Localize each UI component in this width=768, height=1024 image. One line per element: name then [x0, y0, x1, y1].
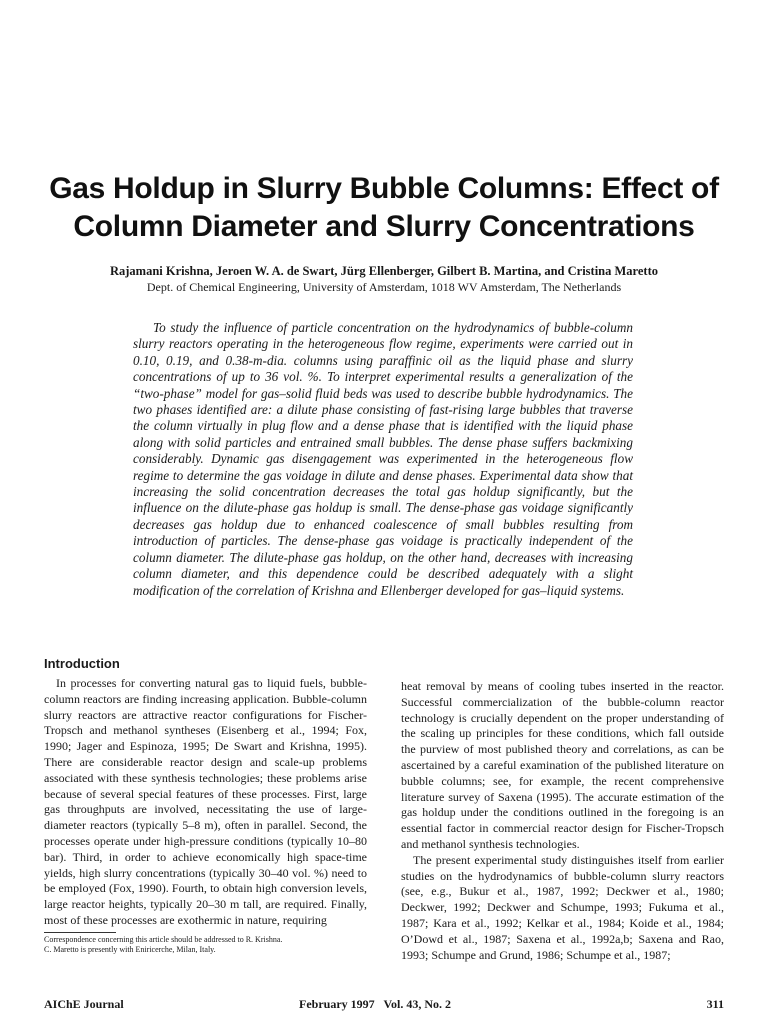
body-paragraph: heat removal by means of cooling tubes inserted in the reactor. Successful commercialization of the bubble-column reactor technology is crucially dependent on the proper understanding of the scaling up principles for these conditions, which fall outside the purview of most published theory and correlations, as can be ascertained by a careful examination of the published literature on bubble columns; see, for example, the recent comprehensive literature survey of Saxena (1995). The accurate estimation of the gas holdup under the conditions outlined in the foregoing is an essential factor in commercial reactor design for Fischer-Tropsch and methanol synthesis technologies. — [401, 679, 724, 851]
footnotes — [44, 935, 374, 954]
section-heading-introduction: Introduction — [44, 656, 120, 671]
body-column-left — [44, 676, 367, 929]
title-line-1: Gas Holdup in Slurry Bubble Columns: Effect of — [49, 172, 719, 205]
body-column-right — [401, 679, 724, 963]
author-affiliation: Dept. of Chemical Engineering, University of Amsterdam, 1018 WV Amsterdam, The Netherlands — [146, 280, 622, 294]
issue-info: February 1997 Vol. 43, No. 2 — [299, 997, 452, 1011]
footnote-correspondence: Correspondence concerning this article should be addressed to R. Krishna. — [44, 935, 283, 944]
footnote-affiliation-note: C. Maretto is presently with Eniricerche, Milan, Italy. — [44, 944, 216, 954]
journal-name: AIChE Journal — [44, 997, 124, 1011]
abstract: To study the influence of particle concentration on the hydrodynamics of bubble-column slurry reactors operating in the heterogeneous flow regime, experiments were carried out in 0.10, 0.19, and 0.38-m-dia. columns using paraffinic oil as the liquid phase and slurry concentrations of up to 36 vol. %. To interpret experimental results a generalization of the “two-phase” model for gas–solid fluid beds was used to describe bubble hydrodynamics. The two phases identified are: a dilute phase consisting of fast-rising large bubbles that traverse the column virtually in plug flow and a dense phase that is identified with the liquid phase along with solid particles and entrained small bubbles. The dense phase suffers backmixing considerably. Dynamic gas disengagement was experimented in the heterogeneous flow regime to determine the gas voidage in dilute and dense phases. Experimental data show that increasing the solid concentration decreases the total gas holdup significantly, but the influence on the dilute-phase gas holdup is small. The dense-phase gas voidage significantly decreases gas holdup due to enhanced coalescence of small bubbles resulting from introduction of particles. The dense-phase gas voidage is practically independent of the column diameter. The dilute-phase gas holdup, on the other hand, decreases with increasing column diameter, and this dependence could be described adequately with a slight modification of the correlation of Krishna and Ellenberger developed for gas–liquid systems. — [133, 320, 633, 598]
paper-title — [30, 170, 738, 246]
page-number: 311 — [706, 997, 724, 1011]
footnote-divider — [44, 932, 116, 933]
page-footer — [44, 996, 724, 1012]
body-paragraph: The present experimental study distinguishes itself from earlier studies on the hydrodynamics of bubble-column slurry reactors (see, e.g., Bukur et al., 1987, 1992; Deckwer et al., 1980; Deckwer, 1992; Deckwer and Schumpe, 1993; Fukuma et al., 1987; Kara et al., 1992; Kelkar et al., 1984; Koide et al., 1984; O’Dowd et al., 1987; Saxena et al., 1992a,b; Saxena and Rao, 1993; Schumpe and Grund, 1986; Schumpe et al., 1987; — [401, 852, 724, 962]
body-paragraph: In processes for converting natural gas to liquid fuels, bubble-column reactors are finding increasing application. Bubble-column slurry reactors are attractive reactor configurations for Fischer-Tropsch and methanol syntheses (Eisenberg et al., 1994; Fox, 1990; Jager and Espinoza, 1995; De Swart and Krishna, 1995). There are considerable reactor design and scale-up problems associated with these synthesis technologies; these problems arise because of several special features of these processes. First, large gas throughputs are involved, necessitating the use of large-diameter reactors (typically 5–8 m), often in parallel. Second, the processes operate under high-pressure conditions (typically 10–80 bar). Third, in order to achieve economically high space-time yields, high slurry concentrations (typically 30–40 vol. %) need to be employed (Fox, 1990). Fourth, to obtain high conversion levels, large reactor heights, typically 20–30 m tall, are required. Finally, most of these processes are exothermic in nature, requiring — [44, 676, 367, 927]
author-list: Rajamani Krishna, Jeroen W. A. de Swart, Jürg Ellenberger, Gilbert B. Martina, and Cristina Maretto — [109, 264, 659, 278]
title-line-2: Column Diameter and Slurry Concentrations — [73, 210, 695, 243]
